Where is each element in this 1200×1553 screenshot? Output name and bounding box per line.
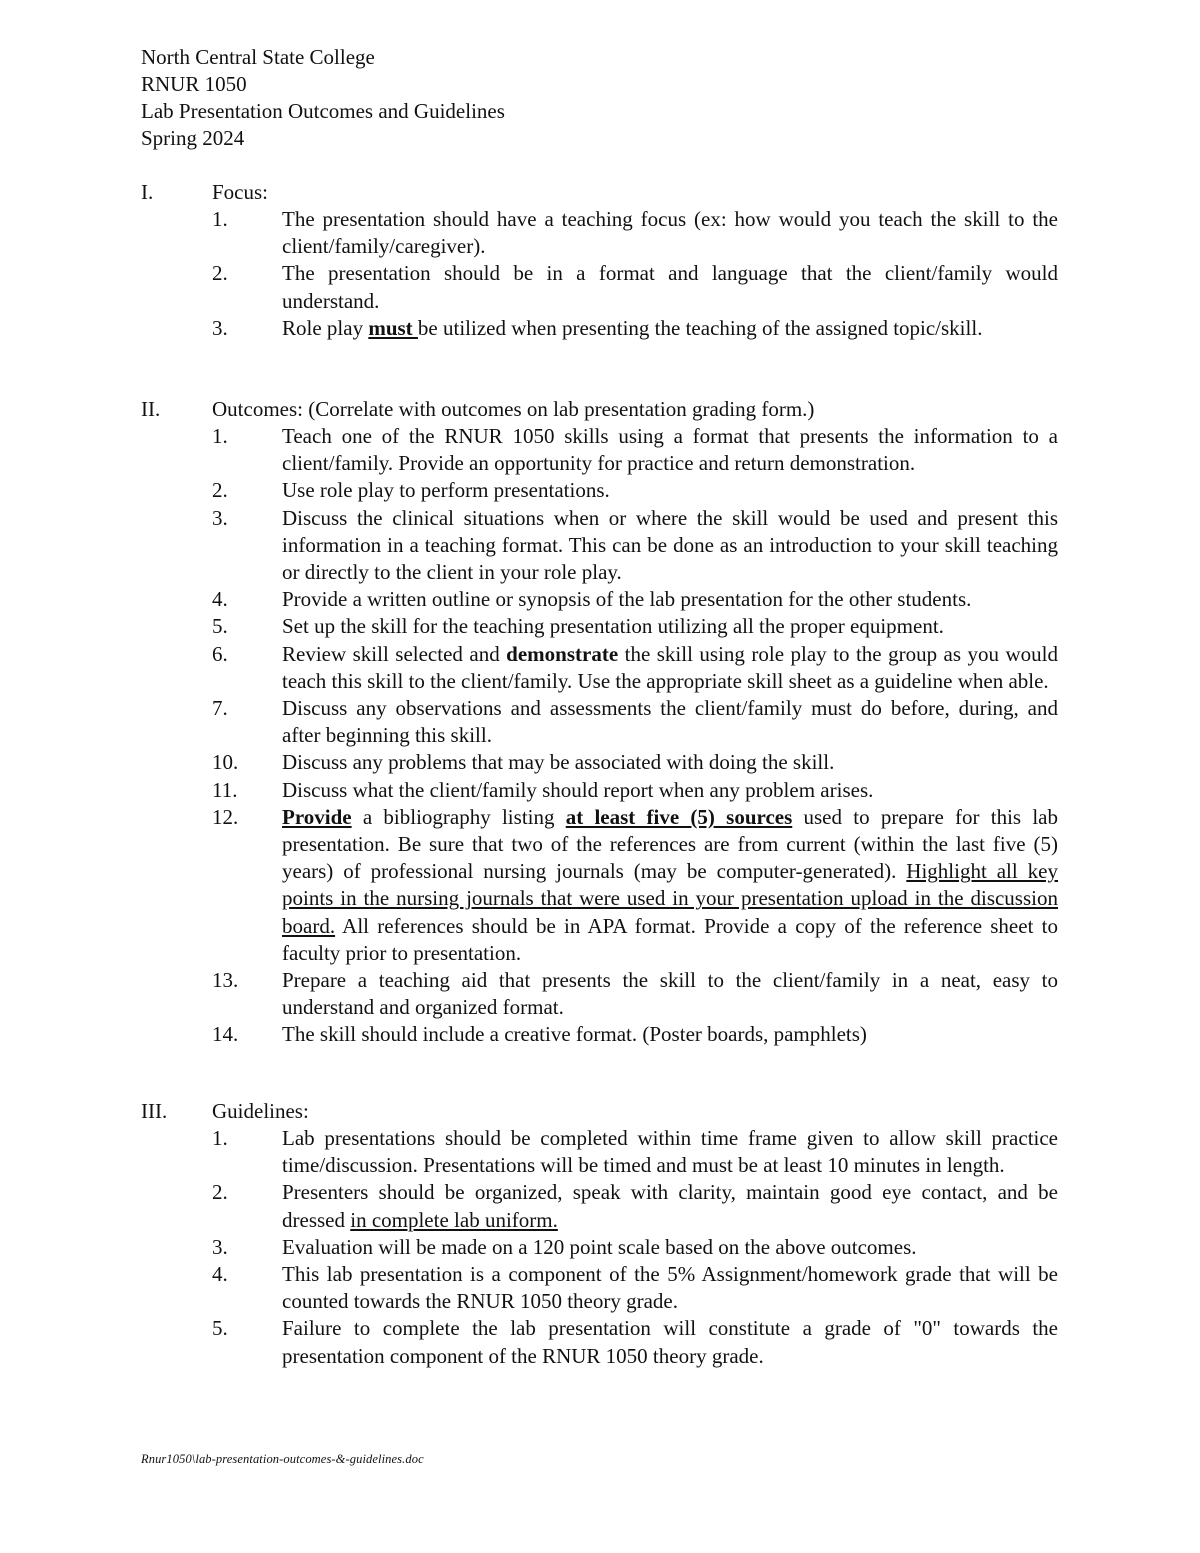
college-name: North Central State College	[141, 45, 375, 69]
item-number: 1.	[212, 1126, 228, 1150]
list-item	[141, 613, 1061, 640]
underlined-uniform: in complete lab uniform.	[350, 1207, 558, 1232]
item-text: Teach one of the RNUR 1050 skills using a format that presents the information to a client/family. Provide an opportunity for practice and return demonstration.	[282, 424, 1058, 476]
list-item	[141, 586, 1061, 613]
section-heading	[141, 396, 1061, 423]
outcomes-list	[141, 423, 1061, 1049]
list-item	[141, 206, 1061, 260]
item-number: 4.	[212, 1262, 228, 1287]
item-text: Provide a written outline or synopsis of the lab presentation for the other students.	[282, 587, 972, 612]
item-text: Use role play to perform presentations.	[282, 478, 610, 503]
list-item	[141, 1261, 1061, 1315]
section-title: Guidelines:	[212, 1099, 309, 1123]
text-run: be utilized when presenting the teaching of the assigned topic/skill.	[417, 315, 983, 340]
section-numeral: I.	[141, 180, 154, 204]
item-text: The presentation should have a teaching focus (ex: how would you teach the skill to the client/family/caregiver).	[282, 207, 1058, 259]
focus-list	[141, 206, 1061, 342]
section-heading	[141, 1098, 1061, 1125]
item-number: 3.	[212, 505, 228, 530]
list-item	[141, 641, 1061, 695]
item-number: 4.	[212, 587, 228, 612]
item-text: Evaluation will be made on a 120 point scale based on the above outcomes.	[282, 1234, 917, 1259]
underlined-instruction: Highlight all key points in the nursing journals that were used in your presentation upload in the discussion board.	[282, 859, 1058, 938]
emphasis-provide: Provide	[282, 804, 352, 829]
list-item	[141, 260, 1061, 314]
text-run: used to prepare for this lab presentation. Be sure that two of the references are from current (within the last five (5) years) of professional nursing journals (may be computer-generated).	[282, 804, 1058, 884]
list-item	[141, 1021, 1061, 1048]
list-item	[141, 804, 1061, 967]
item-text: The presentation should be in a format and language that the client/family would understand.	[282, 261, 1058, 313]
section-title: Outcomes: (Correlate with outcomes on lab presentation grading form.)	[212, 397, 815, 421]
list-item	[141, 1125, 1061, 1179]
item-number: 1.	[212, 424, 228, 448]
item-number: 3.	[212, 315, 228, 340]
item-text: Discuss any problems that may be associated with doing the skill.	[282, 750, 835, 775]
item-number: 10.	[212, 750, 239, 775]
section-guidelines	[141, 1098, 1061, 1370]
item-text: Set up the skill for the teaching presentation utilizing all the proper equipment.	[282, 614, 944, 639]
section-title: Focus:	[212, 180, 269, 204]
text-run: a bibliography listing	[351, 804, 566, 829]
item-text	[282, 804, 1058, 967]
list-item	[141, 1234, 1061, 1261]
list-item	[141, 477, 1061, 504]
document-title: Lab Presentation Outcomes and Guidelines	[141, 99, 505, 123]
item-text: Discuss what the client/family should report when any problem arises.	[282, 777, 874, 802]
document-header	[141, 44, 505, 152]
list-item	[141, 695, 1061, 749]
item-number: 5.	[212, 1316, 228, 1341]
section-numeral: III.	[141, 1099, 168, 1123]
item-number: 1.	[212, 207, 228, 231]
item-number: 2.	[212, 478, 228, 503]
list-item	[141, 505, 1061, 587]
footer-file-path: Rnur1050\lab-presentation-outcomes-&-guidelines.doc	[141, 1452, 424, 1466]
item-number: 3.	[212, 1234, 228, 1259]
item-number: 5.	[212, 614, 228, 639]
item-number: 12.	[212, 804, 239, 829]
item-number: 6.	[212, 641, 228, 666]
guidelines-list	[141, 1125, 1061, 1370]
list-item	[141, 777, 1061, 804]
text-run: Role play	[282, 315, 369, 340]
section-numeral: II.	[141, 397, 161, 421]
item-text: Lab presentations should be completed within time frame given to allow skill practice time/discussion. Presentations will be timed and must be at least 10 minutes in length.	[282, 1126, 1058, 1178]
text-run: the skill using role play to the group as you would teach this skill to the client/family. Use the appropriate skill sheet as a guideline when able.	[282, 641, 1058, 693]
term: Spring 2024	[141, 126, 245, 150]
text-run: All references should be in APA format. Provide a copy of the reference sheet to faculty prior to presentation.	[282, 913, 1058, 965]
list-item	[141, 967, 1061, 1021]
emphasis-five-sources: at least five (5) sources	[565, 804, 793, 829]
emphasis-demonstrate: demonstrate	[506, 641, 619, 666]
item-number: 13.	[212, 968, 239, 993]
course-code: RNUR 1050	[141, 72, 247, 96]
list-item	[141, 315, 1061, 342]
list-item	[141, 423, 1061, 477]
emphasis-must: must	[368, 315, 418, 340]
list-item	[141, 1179, 1061, 1233]
item-text	[282, 315, 1058, 342]
section-outcomes	[141, 396, 1061, 1049]
item-text: Discuss the clinical situations when or where the skill would be used and present this information in a teaching format. This can be done as an introduction to your skill teaching or directly to the client in your role play.	[282, 505, 1058, 585]
item-text: This lab presentation is a component of the 5% Assignment/homework grade that will be counted towards the RNUR 1050 theory grade.	[282, 1262, 1058, 1314]
text-run: Review skill selected and	[282, 641, 507, 666]
list-item	[141, 749, 1061, 776]
item-text: The skill should include a creative format. (Poster boards, pamphlets)	[282, 1022, 867, 1047]
list-item	[141, 1315, 1061, 1369]
item-number: 7.	[212, 696, 228, 721]
item-number: 14.	[212, 1022, 239, 1047]
item-text: Discuss any observations and assessments the client/family must do before, during, and after beginning this skill.	[282, 696, 1058, 748]
item-number: 2.	[212, 1180, 228, 1205]
item-number: 11.	[212, 777, 238, 802]
item-text	[282, 641, 1058, 695]
item-text	[282, 1179, 1058, 1233]
section-focus	[141, 179, 1061, 342]
section-heading	[141, 179, 1061, 206]
item-number: 2.	[212, 261, 228, 286]
item-text: Failure to complete the lab presentation will constitute a grade of "0" towards the presentation component of the RNUR 1050 theory grade.	[282, 1316, 1058, 1368]
item-text: Prepare a teaching aid that presents the skill to the client/family in a neat, easy to understand and organized format.	[282, 968, 1058, 1020]
text-run: Presenters should be organized, speak with clarity, maintain good eye contact, and be dressed	[282, 1180, 1058, 1232]
